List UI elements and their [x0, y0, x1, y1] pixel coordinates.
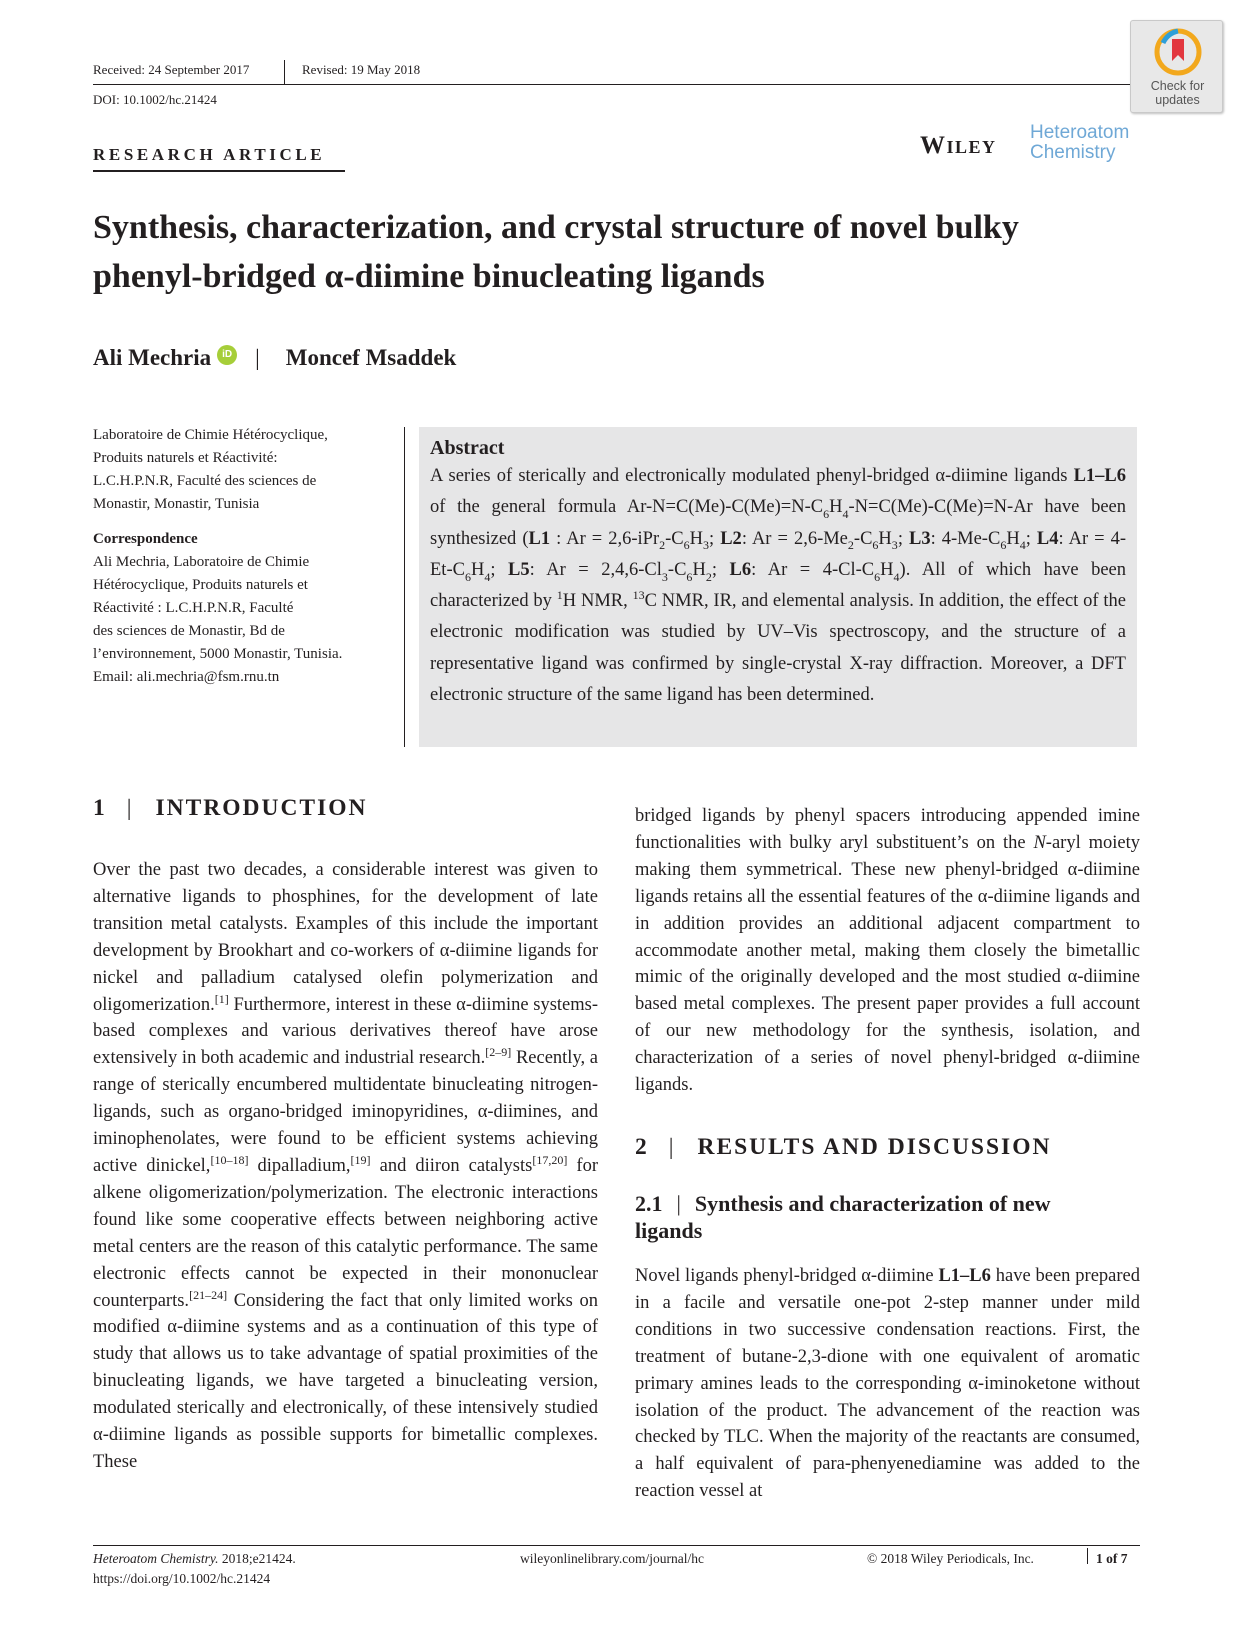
citation[interactable]: [10–18] — [210, 1152, 249, 1167]
title-line-1: Synthesis, characterization, and crystal structure of novel bulky — [93, 209, 1019, 246]
journal-logo-line-1: Heteroatom — [1030, 122, 1130, 143]
journal-logo-line-2: Chemistry — [1030, 142, 1116, 163]
citation[interactable]: [1] — [214, 991, 229, 1006]
citation[interactable]: [2–9] — [485, 1045, 512, 1060]
affiliation-line: Produits naturels et Réactivité: — [93, 450, 278, 466]
affiliation-line: Monastir, Monastir, Tunisia — [93, 496, 260, 512]
header-divider — [284, 60, 285, 84]
abstract-heading: Abstract — [430, 437, 505, 459]
abstract-box — [419, 427, 1137, 747]
check-for-updates-badge[interactable] — [1130, 20, 1223, 113]
badge-line-2: updates — [1155, 93, 1200, 107]
journal-logo — [1030, 123, 1129, 163]
affiliation-divider — [404, 427, 405, 747]
citation[interactable]: [17,20] — [532, 1152, 568, 1167]
publisher-logo: Wiley — [920, 132, 997, 159]
check-updates-icon — [1153, 27, 1203, 77]
author-list — [93, 345, 456, 371]
author-name: Ali Mechria — [93, 345, 212, 370]
revised-date: Revised: 19 May 2018 — [302, 62, 421, 77]
correspondence-email[interactable]: Email: ali.mechria@fsm.rnu.tn — [93, 669, 280, 685]
introduction-text-continued: bridged ligands by phenyl spacers introducing appended imine functionalities with bulky aryl substituent’s on the N-aryl moiety making them symmetrical. These new phenyl-bridged α-diimine ligands retains all the essential features of the α-diimine ligands and in addition provides an additional adjacent compartment to accommodate another metal, making them closely the bimetallic mimic of the originally developed and the most studied α-diimine based metal complexes. The present paper provides a full account of our new methodology for the synthesis, isolation, and characterization of a series of novel phenyl-bridged α-diimine ligands. — [635, 806, 1140, 1096]
footer-rule — [93, 1545, 1140, 1546]
abstract-text: A series of sterically and electronically modulated phenyl-bridged α-diimine ligands L1–L6 of the general formula $Ar-N=C(Me)-C(Me)=N-C_6H_4-N=C(Me)-C(Me)=N-Ar$ have been synthesized (L1 : $Ar = 2,6-iPr_2-C_6H_3$; L2: $Ar = 2,6-Me_2-C_6H_3$; L3: $4-Me-C_6H_4$; L4: $Ar = 4-Et-C_6H_4$; L5: $Ar = 2,4,6-Cl_3-C_6H_2$; L6: $Ar = 4-Cl-C_6H_4$). All of which have been characterized by $^1$H NMR, $^{13}$C NMR, IR, and elemental analysis. In addition, the effect of the electronic modification was studied by UV–Vis spectroscopy, and the structure of a representative ligand was confirmed by single-crystal X-ray diffraction. Moreover, a DFT electronic structure of the same ligand has been determined. — [430, 466, 1127, 706]
footer-citation: Heteroatom Chemistry. 2018;e21424. https://doi.org/10.1002/hc.21424 — [93, 1549, 296, 1589]
article-title — [93, 203, 1153, 301]
subsection-heading: 2.1 | Synthesis and characterization of new ligands — [635, 1191, 1051, 1243]
affiliation-block — [93, 424, 393, 689]
section-heading-results: 2 | RESULTS AND DISCUSSION — [635, 1134, 1052, 1160]
title-line-2: phenyl-bridged α-diimine binucleating ligands — [93, 258, 765, 295]
correspondence-line: Réactivité : L.C.H.P.N.R, Faculté — [93, 600, 294, 616]
section-heading-introduction: 1 | INTRODUCTION — [93, 795, 368, 821]
correspondence-line: des sciences de Monastir, Bd de — [93, 623, 285, 639]
correspondence-line: Ali Mechria, Laboratoire de Chimie — [93, 554, 310, 570]
received-date: Received: 24 September 2017 — [93, 62, 250, 77]
orcid-icon[interactable]: iD — [217, 345, 237, 365]
article-type: RESEARCH ARTICLE — [93, 145, 326, 164]
author-name: Moncef Msaddek — [285, 345, 457, 370]
page-number: 1 of 7 — [1096, 1551, 1128, 1566]
header-rule — [93, 84, 1133, 85]
affiliation-line: Laboratoire de Chimie Hétérocyclique, — [93, 427, 328, 443]
footer-divider — [1087, 1548, 1088, 1564]
citation[interactable]: [19] — [350, 1152, 371, 1167]
footer-doi-link[interactable]: https://doi.org/10.1002/hc.21424 — [93, 1571, 271, 1586]
article-type-underline — [93, 170, 345, 172]
doi: DOI: 10.1002/hc.21424 — [93, 92, 217, 107]
footer-copyright: © 2018 Wiley Periodicals, Inc. — [867, 1551, 1034, 1566]
citation[interactable]: [21–24] — [189, 1287, 228, 1302]
badge-line-1: Check for — [1150, 79, 1205, 93]
correspondence-line: l’environnement, 5000 Monastir, Tunisia. — [93, 646, 343, 662]
synthesis-text: Novel ligands phenyl-bridged α-diimine L1–L6 have been prepared in a facile and versatile one-pot 2-step manner under mild conditions in two successive condensation reactions. First, the treatment of butane-2,3-dione with one equivalent of aromatic primary amines leads to the corresponding α-iminoketone without isolation of the product. The advancement of the reaction was checked by TLC. When the majority of the reactants are consumed, a half equivalent of para-phenyenediamine was added to the reaction vessel at — [635, 1266, 1140, 1502]
introduction-text: Over the past two decades, a considerable interest was given to alternative ligands to phosphines, for the development of late transition metal catalysts. Examples of this include the important development by Brookhart and co-workers of α-diimine ligands for nickel and palladium catalysed olefin polymerization and oligomerization.[1] Furthermore, interest in these α-diimine systems-based complexes and various derivatives thereof have arose extensively in both academic and industrial research.[2–9] Recently, a range of sterically encumbered multidentate binucleating nitrogen-ligands, such as organo-bridged iminopyridines, α-diimines, and iminophenolates, were found to be efficient systems achieving active dinickel,[10–18] dipalladium,[19] and diiron catalysts[17,20] for alkene oligomerization/polymerization. The electronic interactions found like some cooperative effects between neighboring active metal centers are the reason of this catalytic performance. The same electronic effects cannot be expected in their mononuclear counterparts.[21–24] Considering the fact that only limited works on modified α-diimine systems and as a continuation of this type of study that allows us to take advantage of spatial proximities of the binucleating ligands, we have targeted a binucleating version, modulated sterically and electronically, of these intensively studied α-diimine ligands as possible supports for bimetallic complexes. These — [93, 860, 598, 1472]
correspondence-line: Hétérocyclique, Produits naturels et — [93, 577, 308, 593]
footer-website-link[interactable]: wileyonlinelibrary.com/journal/hc — [520, 1551, 704, 1566]
author-separator: | — [255, 345, 260, 370]
correspondence-heading: Correspondence — [93, 531, 198, 547]
affiliation-line: L.C.H.P.N.R, Faculté des sciences de — [93, 473, 317, 489]
